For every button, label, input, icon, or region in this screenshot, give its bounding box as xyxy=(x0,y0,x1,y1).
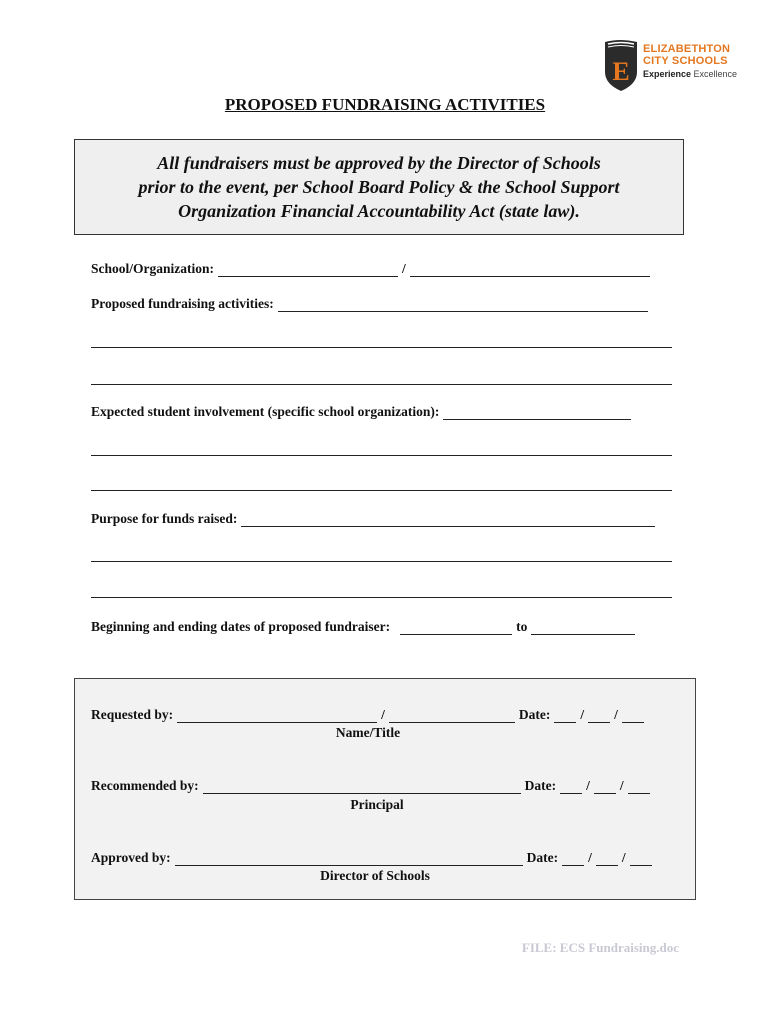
student-involvement-line-2[interactable] xyxy=(91,455,672,456)
notice-line: Organization Financial Accountability Act (state law). xyxy=(178,201,580,221)
student-involvement-line-3[interactable] xyxy=(91,490,672,491)
purpose-row xyxy=(91,511,673,527)
school-organization-row: School/Organization: / xyxy=(91,261,673,277)
dates-to-label: to xyxy=(516,619,528,634)
notice-line: All fundraisers must be approved by the Director of Schools xyxy=(157,153,601,173)
approved-date-month[interactable] xyxy=(562,852,584,866)
recommended-sub-label: Principal xyxy=(350,797,404,812)
proposed-activities-row xyxy=(91,296,673,312)
requested-by-row: Requested by: / Date: / / xyxy=(91,707,648,723)
recommended-date-day[interactable] xyxy=(594,780,616,794)
recommended-by-label: Recommended by: xyxy=(91,778,199,793)
school-organization-label: School/Organization: xyxy=(91,261,215,276)
student-involvement-row xyxy=(91,404,673,420)
requested-by-label: Requested by: xyxy=(91,707,174,722)
approved-sub-label: Director of Schools xyxy=(320,868,430,883)
recommended-by-row: Recommended by: Date: / / xyxy=(91,778,654,794)
requested-date-year[interactable] xyxy=(622,709,644,723)
approval-notice xyxy=(74,139,684,235)
purpose-line-2[interactable] xyxy=(91,561,672,562)
purpose-field[interactable] xyxy=(241,513,655,527)
file-footer: FILE: ECS Fundraising.doc xyxy=(521,940,679,955)
district-logo xyxy=(603,38,743,94)
logo-line-2: CITY SCHOOLS xyxy=(643,55,728,67)
purpose-label: Purpose for funds raised: xyxy=(91,511,238,526)
approved-name-field[interactable] xyxy=(175,852,523,866)
logo-tagline: Experience Excellence xyxy=(643,69,738,79)
shield-logo-icon xyxy=(603,38,639,92)
approved-date-label: Date: xyxy=(526,850,559,865)
approved-by-row: Approved by: Date: / / xyxy=(91,850,656,866)
dates-row xyxy=(91,619,673,635)
svg-text:E: E xyxy=(612,57,630,86)
proposed-activities-line-3[interactable] xyxy=(91,384,672,385)
recommended-date-label: Date: xyxy=(524,778,557,793)
recommended-date-month[interactable] xyxy=(560,780,582,794)
proposed-activities-field[interactable] xyxy=(278,298,648,312)
approved-date-day[interactable] xyxy=(596,852,618,866)
requested-title-field[interactable] xyxy=(389,709,515,723)
requested-date-day[interactable] xyxy=(588,709,610,723)
proposed-activities-line-2[interactable] xyxy=(91,347,672,348)
dates-label: Beginning and ending dates of proposed fundraiser: xyxy=(91,619,391,634)
student-involvement-label: Expected student involvement (specific school organization): xyxy=(91,404,440,419)
recommended-name-field[interactable] xyxy=(203,780,521,794)
approved-date-year[interactable] xyxy=(630,852,652,866)
requested-sub-label: Name/Title xyxy=(335,725,401,740)
student-involvement-field[interactable] xyxy=(443,406,631,420)
requested-date-label: Date: xyxy=(518,707,551,722)
proposed-activities-label: Proposed fundraising activities: xyxy=(91,296,274,311)
organization-field[interactable] xyxy=(410,263,650,277)
recommended-date-year[interactable] xyxy=(628,780,650,794)
logo-line-1: ELIZABETHTON xyxy=(643,43,731,55)
approved-by-label: Approved by: xyxy=(91,850,171,865)
notice-line: prior to the event, per School Board Policy & the School Support xyxy=(138,177,620,197)
page-title: PROPOSED FUNDRAISING ACTIVITIES xyxy=(224,95,546,114)
purpose-line-3[interactable] xyxy=(91,597,672,598)
requested-date-month[interactable] xyxy=(554,709,576,723)
school-field[interactable] xyxy=(218,263,398,277)
start-date-field[interactable] xyxy=(400,621,512,635)
end-date-field[interactable] xyxy=(531,621,635,635)
requested-name-field[interactable] xyxy=(177,709,377,723)
